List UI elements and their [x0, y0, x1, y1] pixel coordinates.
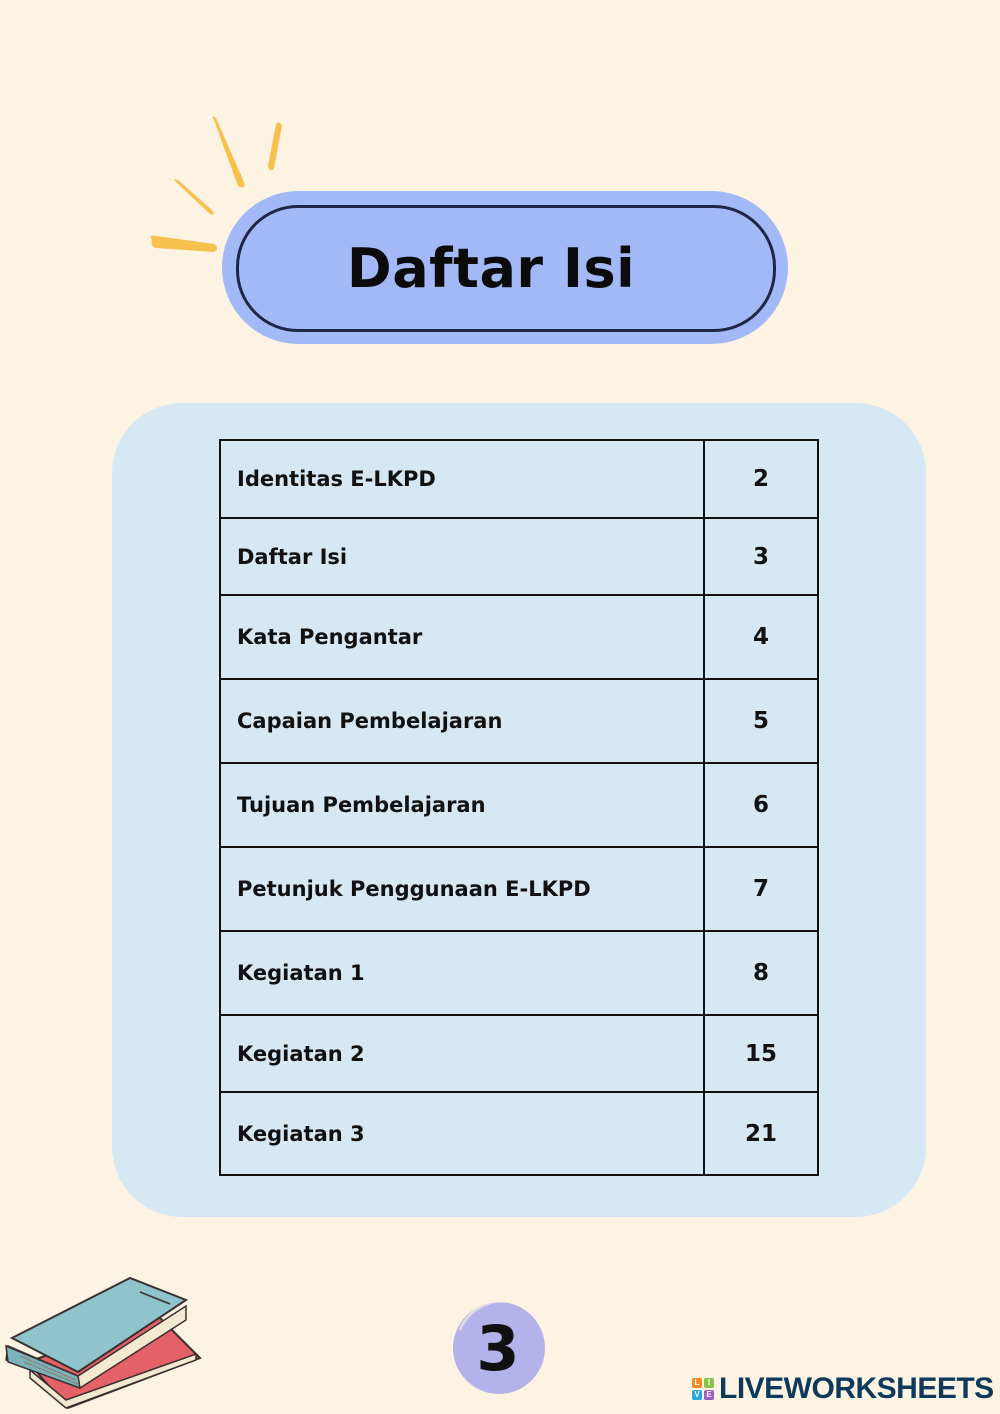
toc-entry-page: 4 [704, 595, 818, 679]
table-row [220, 679, 818, 763]
toc-entry-label: Identitas E-LKPD [220, 440, 704, 518]
title-pill [236, 205, 776, 332]
toc-entry-label: Kegiatan 2 [220, 1015, 704, 1092]
table-row [220, 1015, 818, 1092]
logo-letter-l [692, 1378, 702, 1388]
toc-entry-page: 7 [704, 847, 818, 931]
logo-letter: I [707, 1378, 711, 1387]
toc-entry-page: 2 [704, 440, 818, 518]
toc-entry-page: 8 [704, 931, 818, 1015]
toc-entry-label: Daftar Isi [220, 518, 704, 595]
table-row [220, 595, 818, 679]
logo-letter-e [704, 1390, 714, 1400]
logo-letter: E [706, 1390, 712, 1399]
logo-letter: L [694, 1378, 700, 1387]
toc-entry-page: 3 [704, 518, 818, 595]
page-title: Daftar Isi [346, 237, 636, 300]
table-row [220, 440, 818, 518]
toc-table [219, 439, 819, 1176]
logo-letter: V [694, 1390, 700, 1399]
brand-name: LIVEWORKSHEETS [719, 1372, 994, 1405]
books-icon [0, 1270, 210, 1414]
toc-entry-page: 6 [704, 763, 818, 847]
toc-entry-label: Petunjuk Penggunaan E-LKPD [220, 847, 704, 931]
liveworksheets-brand [692, 1372, 994, 1406]
toc-entry-label: Kegiatan 1 [220, 931, 704, 1015]
table-row [220, 518, 818, 595]
toc-entry-label: Kata Pengantar [220, 595, 704, 679]
table-row [220, 1092, 818, 1175]
liveworksheets-logo-icon [692, 1378, 714, 1400]
logo-letter-i [704, 1378, 714, 1388]
page-number: 3 [476, 1311, 520, 1385]
toc-entry-page: 15 [704, 1015, 818, 1092]
toc-entry-label: Capaian Pembelajaran [220, 679, 704, 763]
table-row [220, 847, 818, 931]
toc-entry-page: 21 [704, 1092, 818, 1175]
toc-entry-page: 5 [704, 679, 818, 763]
toc-entry-label: Tujuan Pembelajaran [220, 763, 704, 847]
table-row [220, 763, 818, 847]
table-row [220, 931, 818, 1015]
toc-entry-label: Kegiatan 3 [220, 1092, 704, 1175]
logo-letter-v [692, 1390, 702, 1400]
